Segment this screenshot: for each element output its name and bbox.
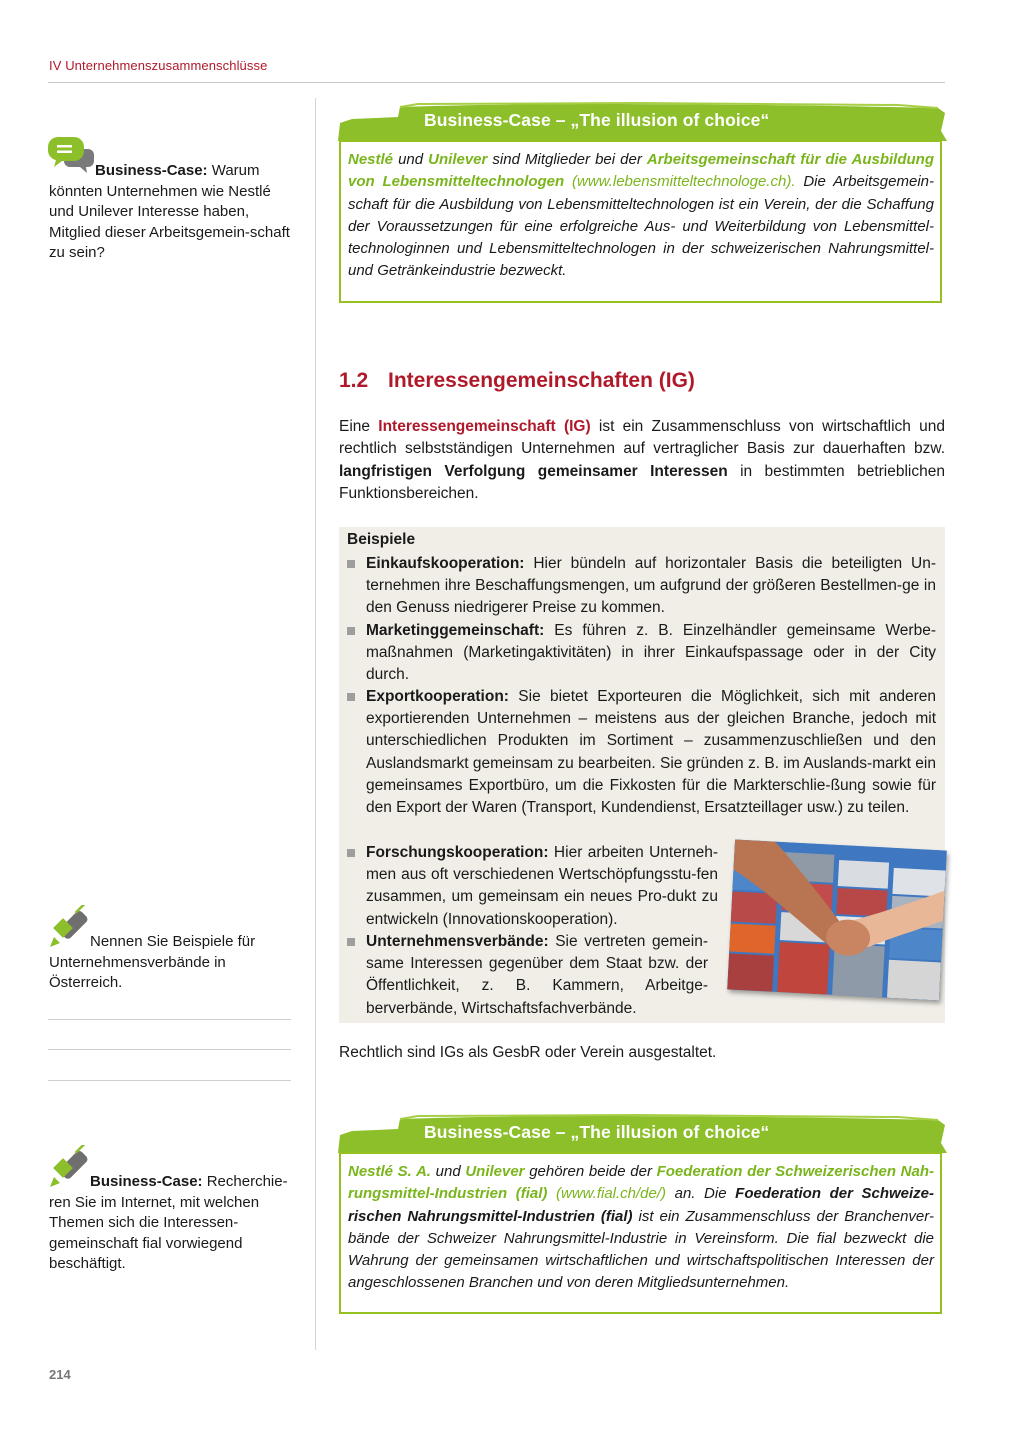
text: Die Arbeitsgemein-schaft für die Ausbildung von Lebensmitteltechnologen ist ein Verein, der die Schaffung der Voraussetzungen für eine erfolgreiche Aus- und Weiterbildung von Lebensmittel-technologinnen und Lebensmitteltechnologen in der schweizerischen Nahrungsmittel- und Getränkeindustrie bezweckt. <box>348 173 934 280</box>
company-name: Unilever <box>428 151 488 168</box>
answer-line[interactable] <box>48 1019 291 1020</box>
intro-paragraph <box>339 416 945 506</box>
legal-note: Rechtlich sind IGs als GesbR oder Verein ausgestaltet. <box>339 1044 717 1061</box>
business-case-box <box>339 1152 942 1314</box>
note-text: Recherchie-ren Sie im Internet, mit welchen Themen sich die Interessen-gemeinschaft fial vorwiegend beschäftigt. <box>49 1173 288 1272</box>
sidebar-note-business-case-2 <box>49 1172 294 1275</box>
handshake-image <box>727 840 947 1001</box>
header-divider <box>48 82 945 83</box>
note-text: Warum könnten Unternehmen wie Nestlé und Unilever Interesse haben, Mitglied dieser Arbeitsgemein-schaft zu sein? <box>49 162 290 261</box>
text: und <box>430 1163 466 1180</box>
note-label: Business-Case: <box>95 162 208 179</box>
text: ist ein Zusammenschluss von wirtschaftlich und rechtlich selbstständigen Unternehmen auf vertraglicher Basis zur dauerhaften bzw. <box>339 418 945 458</box>
section-title <box>339 369 695 393</box>
examples-title: Beispiele <box>347 531 416 548</box>
text: an. Die <box>666 1185 736 1203</box>
bullet-icon <box>347 849 355 857</box>
company-name: Unilever <box>465 1163 525 1180</box>
example-term: Marketinggemeinschaft: <box>366 622 545 639</box>
handshake-photo <box>727 840 947 1001</box>
example-text: Es führen z. B. Einzelhändler gemeinsame Werbe-maßnahmen (Marketingaktivitäten) in ihrer Einkaufspassage oder in der City durch. <box>366 622 936 684</box>
example-item <box>366 620 936 687</box>
example-term: Unternehmensverbände: <box>366 933 549 950</box>
text: gehören beide der <box>524 1163 657 1180</box>
website-link[interactable]: (www.fial.ch/de/) <box>547 1185 667 1203</box>
text: und <box>393 151 429 168</box>
example-item <box>366 842 718 931</box>
example-text: Hier arbeiten Unterneh-men aus oft verschiedenen Wertschöpfungsstu-fen zusammen, um gemeinsam ein neues Pro-dukt zu entwickeln (Innovationskooperation). <box>366 844 718 928</box>
emphasis: langfristigen Verfolgung gemeinsamer Interessen <box>339 462 728 480</box>
answer-line[interactable] <box>48 1080 291 1081</box>
company-name: Nestlé S. A. <box>348 1163 431 1180</box>
section-number: 1.2 <box>339 369 369 392</box>
text: ist ein Zusammenschluss der Branchenver-bände der Schweizer Nahrungsmittel-Industrie in Vereinsform. Die fial bezweckt die Wahrung der gemeinsamen wirtschaftlichen und wirtschaftspolitischen Interessen der angeschlossenen Branchen und von deren Mitgliedsunternehmen. <box>348 1207 934 1292</box>
business-case-title: Business-Case – „The illusion of choice“ <box>424 1122 770 1142</box>
running-head: IV Unternehmenszusammenschlüsse <box>49 58 268 73</box>
note-label: Business-Case: <box>90 1173 203 1190</box>
example-item <box>366 931 708 1020</box>
business-case-banner <box>338 101 947 141</box>
example-item <box>366 553 936 620</box>
note-text: Nennen Sie Beispiele für Unternehmensverbände in Österreich. <box>49 933 256 991</box>
section-heading: Interessengemeinschaften (IG) <box>388 369 695 392</box>
business-case-box <box>339 140 942 303</box>
answer-line[interactable] <box>48 1049 291 1050</box>
bullet-icon <box>347 938 355 946</box>
business-case-title: Business-Case – „The illusion of choice“ <box>424 110 770 130</box>
key-term: Interessengemeinschaft (IG) <box>378 418 591 435</box>
text: sind Mitglieder bei der <box>487 151 647 168</box>
example-term: Einkaufskooperation: <box>366 555 525 572</box>
website-link[interactable]: (www.lebensmitteltechnologe.ch). <box>564 173 796 191</box>
organization-name: Foederation der Schweizerischen Nah-rungsmittel-Industrien (fial) <box>348 1163 934 1203</box>
page-number: 214 <box>49 1367 71 1382</box>
examples-box <box>339 527 945 1023</box>
company-name: Nestlé <box>348 151 394 168</box>
bullet-icon <box>347 693 355 701</box>
text: in bestimmten betrieblichen Funktionsbereichen. <box>339 462 945 503</box>
example-text: Sie vertreten gemein-same Interessen gegenüber dem Staat bzw. der Öffentlichkeit, z. B. Kammern, Arbeitge-berverbände, Wirtschaftsfachverbände. <box>366 933 708 1017</box>
sidebar-note-business-case-1 <box>49 161 294 264</box>
organization-name: Foederation der Schweize-rischen Nahrungsmittel-Industrien (fial) <box>348 1185 935 1225</box>
column-divider <box>315 98 316 1350</box>
example-text: Hier bündeln auf horizontaler Basis die beteiligten Un-ternehmen ihre Beschaffungsmengen, um aufgrund der größeren Bestellmen-ge in den Genuss niedrigerer Preise zu kommen. <box>366 555 936 617</box>
example-term: Forschungskooperation: <box>366 844 549 861</box>
bullet-icon <box>347 560 355 568</box>
business-case-banner <box>338 1113 947 1153</box>
example-item <box>366 686 936 819</box>
bullet-icon <box>347 627 355 635</box>
example-text: Sie bietet Exporteuren die Möglichkeit, sich mit anderen exportierenden Unternehmen – meistens aus der gleichen Branche, jedoch mit unterschiedlichen Produkten im Sortiment – zusammenzuschließen und den Auslandsmarkt gemeinsam zu bearbeiten. Sie gründen z. B. im Auslands-markt ein gemeinsames Exportbüro, um die Fixkosten für die Markterschlie-ßung sowie für den Export der Waren (Transport, Kundendienst, Ersatzteillager usw.) zu teilen. <box>366 688 936 817</box>
text: Eine <box>339 418 379 435</box>
organization-name: Arbeitsgemeinschaft für die Ausbildung von Lebensmitteltechnologen <box>348 151 934 191</box>
example-term: Exportkooperation: <box>366 688 509 705</box>
sidebar-note-unternehmensverbaende <box>49 932 294 994</box>
